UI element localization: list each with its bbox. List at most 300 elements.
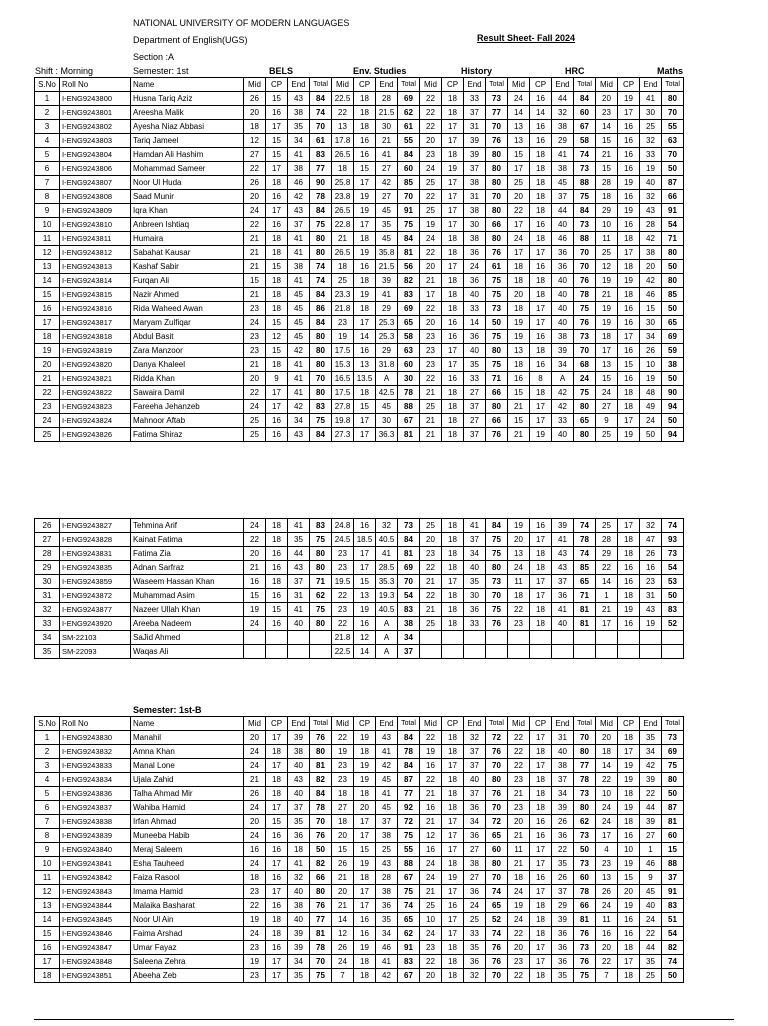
- name-cell: Faiza Rasool: [131, 871, 244, 885]
- table-row: [35, 232, 684, 246]
- mark-cell: 25.8: [332, 176, 354, 190]
- mark-cell: 14: [354, 330, 376, 344]
- mark-cell: 22: [508, 759, 530, 773]
- serial-cell: 18: [35, 969, 60, 983]
- mark-cell: 39: [640, 815, 662, 829]
- mark-cell: 19: [618, 857, 640, 871]
- mark-cell: 76: [486, 617, 508, 631]
- mark-cell: 14: [332, 913, 354, 927]
- mark-cell: 17: [442, 176, 464, 190]
- mark-cell: 21: [420, 575, 442, 589]
- mark-cell: 20: [420, 260, 442, 274]
- mark-cell: 18: [266, 358, 288, 372]
- mark-cell: 42: [640, 759, 662, 773]
- mark-cell: 78: [310, 190, 332, 204]
- mark-cell: 17: [266, 731, 288, 745]
- mark-cell: 39: [464, 148, 486, 162]
- mark-cell: [486, 645, 508, 659]
- mark-cell: 41: [288, 519, 310, 533]
- mark-cell: 24: [508, 913, 530, 927]
- mark-cell: 16: [266, 428, 288, 442]
- column-header: Total: [486, 78, 508, 92]
- mark-cell: 67: [398, 969, 420, 983]
- mark-cell: 18.5: [354, 533, 376, 547]
- mark-cell: 49: [640, 400, 662, 414]
- mark-cell: 73: [662, 731, 684, 745]
- mark-cell: 17: [266, 955, 288, 969]
- department-label: Department of English(UGS): [133, 35, 248, 45]
- serial-cell: 5: [35, 787, 60, 801]
- mark-cell: 17: [354, 829, 376, 843]
- mark-cell: 27: [464, 871, 486, 885]
- mark-cell: 21: [596, 288, 618, 302]
- mark-cell: 15: [244, 589, 266, 603]
- mark-cell: 37: [464, 759, 486, 773]
- university-title: NATIONAL UNIVERSITY OF MODERN LANGUAGES: [133, 18, 350, 28]
- mark-cell: 83: [662, 899, 684, 913]
- table-row: [35, 787, 684, 801]
- mark-cell: [640, 631, 662, 645]
- mark-cell: 75: [574, 190, 596, 204]
- mark-cell: 13.5: [354, 372, 376, 386]
- mark-cell: 19: [640, 162, 662, 176]
- mark-cell: 28: [376, 92, 398, 106]
- mark-cell: 76: [574, 316, 596, 330]
- mark-cell: 75: [486, 603, 508, 617]
- mark-cell: 17: [354, 899, 376, 913]
- mark-cell: 73: [574, 162, 596, 176]
- mark-cell: 70: [486, 801, 508, 815]
- roll-no-cell: I-ENG9243920: [60, 617, 131, 631]
- table-row: [35, 603, 684, 617]
- mark-cell: 16: [442, 316, 464, 330]
- mark-cell: 34: [376, 927, 398, 941]
- mark-cell: 13: [508, 344, 530, 358]
- mark-cell: 70: [662, 106, 684, 120]
- mark-cell: 22: [552, 843, 574, 857]
- mark-cell: 19: [354, 204, 376, 218]
- mark-cell: 60: [398, 162, 420, 176]
- mark-cell: 18: [442, 533, 464, 547]
- serial-cell: 16: [35, 302, 60, 316]
- name-cell: Ayesha Niaz Abbasi: [131, 120, 244, 134]
- mark-cell: 18: [618, 969, 640, 983]
- mark-cell: 16: [618, 218, 640, 232]
- mark-cell: 84: [310, 92, 332, 106]
- mark-cell: 16: [530, 134, 552, 148]
- mark-cell: A: [376, 631, 398, 645]
- mark-cell: 16: [244, 575, 266, 589]
- mark-cell: 40: [288, 759, 310, 773]
- mark-cell: 46: [640, 857, 662, 871]
- mark-cell: 16: [442, 372, 464, 386]
- mark-cell: 30: [376, 414, 398, 428]
- mark-cell: 34: [464, 815, 486, 829]
- name-cell: Areesha Malik: [131, 106, 244, 120]
- mark-cell: 45: [288, 302, 310, 316]
- mark-cell: 17: [530, 885, 552, 899]
- mark-cell: 50: [662, 302, 684, 316]
- mark-cell: 14: [596, 120, 618, 134]
- mark-cell: 18: [530, 617, 552, 631]
- column-header: Name: [131, 78, 244, 92]
- mark-cell: 32: [288, 871, 310, 885]
- name-cell: Nazeer Ullah Khan: [131, 603, 244, 617]
- mark-cell: 23: [332, 547, 354, 561]
- mark-cell: 16: [266, 617, 288, 631]
- mark-cell: 19: [354, 288, 376, 302]
- mark-cell: 23: [244, 969, 266, 983]
- mark-cell: 16: [266, 829, 288, 843]
- mark-cell: 18: [266, 232, 288, 246]
- serial-cell: 13: [35, 260, 60, 274]
- mark-cell: 19: [354, 857, 376, 871]
- mark-cell: 39: [552, 519, 574, 533]
- mark-cell: 29: [552, 134, 574, 148]
- mark-cell: 78: [310, 941, 332, 955]
- mark-cell: [574, 631, 596, 645]
- mark-cell: 62: [398, 106, 420, 120]
- roll-no-cell: I-ENG9243843: [60, 885, 131, 899]
- roll-no-cell: I-ENG9243844: [60, 899, 131, 913]
- mark-cell: 94: [662, 428, 684, 442]
- mark-cell: 41: [288, 372, 310, 386]
- roll-no-cell: I-ENG9243823: [60, 400, 131, 414]
- roll-no-cell: I-ENG9243806: [60, 162, 131, 176]
- mark-cell: 21.5: [376, 260, 398, 274]
- mark-cell: 80: [486, 561, 508, 575]
- name-cell: Iqra Khan: [131, 204, 244, 218]
- mark-cell: [552, 645, 574, 659]
- mark-cell: 35: [640, 731, 662, 745]
- mark-cell: 18: [618, 288, 640, 302]
- mark-cell: 17: [530, 759, 552, 773]
- mark-cell: 80: [574, 400, 596, 414]
- mark-cell: 78: [574, 773, 596, 787]
- mark-cell: 40.5: [376, 533, 398, 547]
- mark-cell: 21: [332, 899, 354, 913]
- mark-cell: 15.3: [332, 358, 354, 372]
- mark-cell: 36: [464, 885, 486, 899]
- results-table-section-a-cont: [34, 518, 684, 659]
- mark-cell: 76: [574, 274, 596, 288]
- mark-cell: 7: [332, 969, 354, 983]
- mark-cell: 16: [618, 575, 640, 589]
- column-header: End: [552, 717, 574, 731]
- mark-cell: 43: [376, 731, 398, 745]
- mark-cell: 24: [332, 955, 354, 969]
- mark-cell: 17: [442, 913, 464, 927]
- column-header: Mid: [332, 717, 354, 731]
- mark-cell: 39: [464, 134, 486, 148]
- mark-cell: 71: [486, 372, 508, 386]
- mark-cell: 80: [310, 547, 332, 561]
- mark-cell: 19: [442, 871, 464, 885]
- mark-cell: 15: [266, 344, 288, 358]
- mark-cell: 23: [420, 358, 442, 372]
- mark-cell: 41: [376, 288, 398, 302]
- mark-cell: 16: [596, 927, 618, 941]
- mark-cell: 19: [508, 316, 530, 330]
- mark-cell: 19: [508, 330, 530, 344]
- mark-cell: 36: [552, 260, 574, 274]
- mark-cell: 19: [354, 941, 376, 955]
- mark-cell: 20: [354, 801, 376, 815]
- mark-cell: 34: [398, 631, 420, 645]
- mark-cell: [618, 631, 640, 645]
- mark-cell: 74: [574, 547, 596, 561]
- serial-cell: 35: [35, 645, 60, 659]
- mark-cell: 18: [266, 519, 288, 533]
- table-row: [35, 745, 684, 759]
- mark-cell: 74: [574, 148, 596, 162]
- mark-cell: 22: [508, 731, 530, 745]
- serial-cell: 21: [35, 372, 60, 386]
- mark-cell: 24: [508, 232, 530, 246]
- mark-cell: 21: [596, 603, 618, 617]
- mark-cell: 65: [398, 913, 420, 927]
- table-row: [35, 731, 684, 745]
- mark-cell: 81: [310, 927, 332, 941]
- mark-cell: 19: [618, 204, 640, 218]
- mark-cell: 91: [398, 204, 420, 218]
- mark-cell: 26.5: [332, 204, 354, 218]
- mark-cell: 13: [508, 134, 530, 148]
- mark-cell: 17: [442, 190, 464, 204]
- mark-cell: 23: [332, 759, 354, 773]
- mark-cell: 25: [420, 204, 442, 218]
- mark-cell: 19: [618, 274, 640, 288]
- mark-cell: 37: [464, 428, 486, 442]
- mark-cell: 22: [508, 204, 530, 218]
- mark-cell: 16: [266, 106, 288, 120]
- mark-cell: 13: [596, 871, 618, 885]
- column-header: Total: [662, 717, 684, 731]
- mark-cell: 22: [420, 589, 442, 603]
- table-row: [35, 885, 684, 899]
- mark-cell: 19: [618, 801, 640, 815]
- roll-no-cell: I-ENG9243820: [60, 358, 131, 372]
- mark-cell: 18: [530, 204, 552, 218]
- mark-cell: 85: [574, 561, 596, 575]
- mark-cell: 35: [640, 955, 662, 969]
- mark-cell: 40: [640, 899, 662, 913]
- mark-cell: 91: [662, 204, 684, 218]
- mark-cell: 75: [310, 603, 332, 617]
- mark-cell: 36: [464, 829, 486, 843]
- mark-cell: 93: [662, 533, 684, 547]
- mark-cell: 27: [376, 190, 398, 204]
- mark-cell: 42: [552, 400, 574, 414]
- mark-cell: 12: [244, 134, 266, 148]
- mark-cell: 31: [640, 589, 662, 603]
- mark-cell: 35: [376, 218, 398, 232]
- roll-no-cell: I-ENG9243845: [60, 913, 131, 927]
- mark-cell: [288, 645, 310, 659]
- mark-cell: 18: [530, 561, 552, 575]
- mark-cell: 69: [398, 92, 420, 106]
- mark-cell: 18: [530, 176, 552, 190]
- mark-cell: 18: [288, 843, 310, 857]
- roll-no-cell: I-ENG9243810: [60, 218, 131, 232]
- mark-cell: 16: [266, 561, 288, 575]
- table-row: [35, 288, 684, 302]
- mark-cell: 23: [508, 801, 530, 815]
- column-header: Mid: [508, 717, 530, 731]
- mark-cell: 81: [574, 913, 596, 927]
- mark-cell: 23: [244, 941, 266, 955]
- mark-cell: 80: [310, 246, 332, 260]
- roll-no-cell: I-ENG9243851: [60, 969, 131, 983]
- mark-cell: 35: [288, 815, 310, 829]
- mark-cell: 46: [552, 232, 574, 246]
- mark-cell: 19: [618, 759, 640, 773]
- table-row: [35, 589, 684, 603]
- mark-cell: 36: [464, 246, 486, 260]
- roll-no-cell: I-ENG9243826: [60, 428, 131, 442]
- mark-cell: 18: [530, 787, 552, 801]
- mark-cell: 60: [574, 871, 596, 885]
- serial-cell: 33: [35, 617, 60, 631]
- name-cell: Faima Arshad: [131, 927, 244, 941]
- mark-cell: 20: [244, 547, 266, 561]
- mark-cell: 25: [420, 400, 442, 414]
- mark-cell: 15: [354, 843, 376, 857]
- mark-cell: 66: [662, 190, 684, 204]
- table-row: [35, 801, 684, 815]
- mark-cell: 46: [288, 176, 310, 190]
- mark-cell: 41: [376, 547, 398, 561]
- mark-cell: 42: [288, 344, 310, 358]
- mark-cell: 22.5: [332, 645, 354, 659]
- mark-cell: 80: [662, 274, 684, 288]
- mark-cell: 15: [354, 400, 376, 414]
- mark-cell: 84: [310, 428, 332, 442]
- name-cell: Areeba Nadeem: [131, 617, 244, 631]
- mark-cell: 16: [266, 547, 288, 561]
- mark-cell: 22.8: [332, 218, 354, 232]
- name-cell: Tariq Jameel: [131, 134, 244, 148]
- roll-no-cell: SM-22103: [60, 631, 131, 645]
- mark-cell: 32: [552, 106, 574, 120]
- table-row: [35, 829, 684, 843]
- mark-cell: 76: [486, 955, 508, 969]
- column-header: Total: [574, 717, 596, 731]
- name-cell: Waseem Hassan Khan: [131, 575, 244, 589]
- mark-cell: 17: [530, 731, 552, 745]
- mark-cell: 16: [354, 913, 376, 927]
- table-row: [35, 274, 684, 288]
- mark-cell: 18: [442, 246, 464, 260]
- mark-cell: 18: [618, 787, 640, 801]
- mark-cell: 73: [486, 302, 508, 316]
- table-row: [35, 645, 684, 659]
- mark-cell: 36: [464, 603, 486, 617]
- table-row: [35, 162, 684, 176]
- mark-cell: 41: [552, 603, 574, 617]
- name-cell: Noor Ul Huda: [131, 176, 244, 190]
- mark-cell: 16: [618, 344, 640, 358]
- roll-no-cell: I-ENG9243839: [60, 829, 131, 843]
- mark-cell: 73: [574, 330, 596, 344]
- mark-cell: 19: [596, 274, 618, 288]
- mark-cell: 61: [310, 134, 332, 148]
- mark-cell: 17: [266, 204, 288, 218]
- name-cell: Abdul Basit: [131, 330, 244, 344]
- mark-cell: 83: [310, 400, 332, 414]
- mark-cell: 26: [596, 885, 618, 899]
- mark-cell: 17: [420, 288, 442, 302]
- name-cell: Anbreen Ishtiaq: [131, 218, 244, 232]
- serial-cell: 14: [35, 913, 60, 927]
- mark-cell: 82: [662, 941, 684, 955]
- column-header: S.No: [35, 78, 60, 92]
- column-header: Name: [131, 717, 244, 731]
- mark-cell: 4: [596, 843, 618, 857]
- mark-cell: 19: [508, 899, 530, 913]
- mark-cell: 22: [332, 589, 354, 603]
- mark-cell: 18: [530, 745, 552, 759]
- mark-cell: 16: [640, 561, 662, 575]
- mark-cell: 15: [266, 134, 288, 148]
- serial-cell: 27: [35, 533, 60, 547]
- mark-cell: 21: [508, 857, 530, 871]
- mark-cell: 73: [574, 787, 596, 801]
- mark-cell: [420, 631, 442, 645]
- mark-cell: 17: [596, 829, 618, 843]
- mark-cell: 14: [596, 759, 618, 773]
- mark-cell: 17: [442, 134, 464, 148]
- mark-cell: 26: [552, 815, 574, 829]
- mark-cell: 28: [596, 533, 618, 547]
- mark-cell: 81: [398, 547, 420, 561]
- mark-cell: 22: [332, 617, 354, 631]
- column-header: S.No: [35, 717, 60, 731]
- mark-cell: 17: [530, 533, 552, 547]
- mark-cell: 16: [530, 218, 552, 232]
- mark-cell: 20: [618, 885, 640, 899]
- mark-cell: 23: [332, 316, 354, 330]
- mark-cell: 40: [464, 288, 486, 302]
- mark-cell: 12: [420, 829, 442, 843]
- mark-cell: 24: [508, 561, 530, 575]
- mark-cell: 33: [464, 617, 486, 631]
- mark-cell: 22: [420, 561, 442, 575]
- mark-cell: 75: [486, 330, 508, 344]
- mark-cell: 40: [464, 773, 486, 787]
- column-header: Total: [310, 717, 332, 731]
- mark-cell: 45: [376, 400, 398, 414]
- name-cell: Nazir Ahmed: [131, 288, 244, 302]
- mark-cell: 16: [530, 260, 552, 274]
- mark-cell: 75: [310, 533, 332, 547]
- mark-cell: 22: [508, 969, 530, 983]
- mark-cell: [508, 645, 530, 659]
- mark-cell: 21: [420, 603, 442, 617]
- mark-cell: 86: [310, 302, 332, 316]
- roll-no-cell: I-ENG9243840: [60, 843, 131, 857]
- mark-cell: 16.5: [332, 372, 354, 386]
- mark-cell: 84: [574, 204, 596, 218]
- mark-cell: 37: [288, 575, 310, 589]
- name-cell: Meraj Saleem: [131, 843, 244, 857]
- mark-cell: [640, 645, 662, 659]
- mark-cell: 17: [442, 843, 464, 857]
- mark-cell: 88: [398, 400, 420, 414]
- mark-cell: 26: [640, 344, 662, 358]
- mark-cell: 18: [530, 899, 552, 913]
- mark-cell: 74: [574, 519, 596, 533]
